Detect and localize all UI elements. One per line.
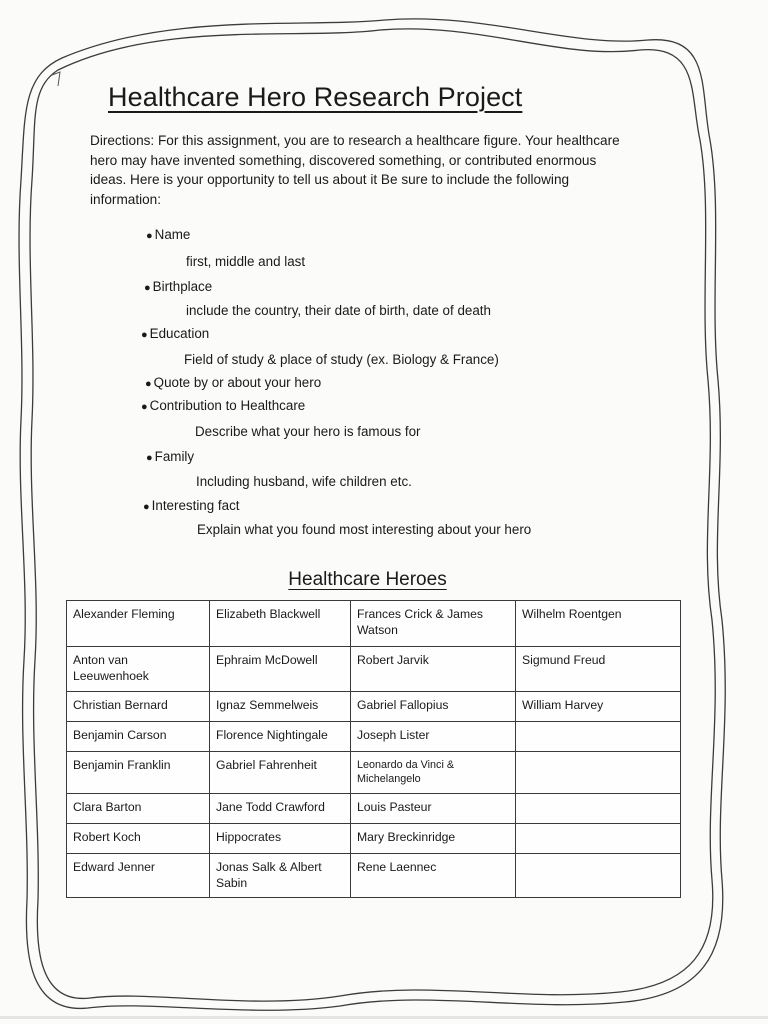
- table-cell: Louis Pasteur: [351, 794, 516, 824]
- table-cell: [516, 794, 681, 824]
- bullet-icon: ●: [146, 230, 153, 242]
- table-cell: Sigmund Freud: [516, 647, 681, 692]
- table-cell: Benjamin Carson: [67, 722, 210, 752]
- table-cell: Robert Koch: [67, 824, 210, 854]
- heroes-table-body: [67, 601, 681, 898]
- table-cell: Rene Laennec: [351, 854, 516, 898]
- table-cell: [516, 824, 681, 854]
- table-row: [67, 601, 681, 647]
- table-cell: Hippocrates: [210, 824, 351, 854]
- table-row: [67, 824, 681, 854]
- table-cell: Elizabeth Blackwell: [210, 601, 351, 647]
- heroes-heading: Healthcare Heroes: [288, 569, 447, 590]
- table-row: [67, 794, 681, 824]
- heroes-table: [66, 600, 681, 898]
- bullet-icon: ●: [144, 282, 151, 294]
- bullet-label: Interesting fact: [151, 498, 240, 513]
- bullet-label: Contribution to Healthcare: [149, 398, 306, 413]
- bullet-label: Birthplace: [152, 279, 213, 294]
- bullet-icon: ●: [141, 329, 148, 341]
- table-cell: Wilhelm Roentgen: [516, 601, 681, 647]
- table-cell: Gabriel Fallopius: [351, 692, 516, 722]
- table-row: [67, 752, 681, 794]
- bullet-item-education: [141, 326, 209, 341]
- table-cell: Leonardo da Vinci & Michelangelo: [351, 752, 516, 794]
- table-row: [67, 722, 681, 752]
- bullet-item-family: [146, 449, 194, 464]
- table-cell: Anton van Leeuwenhoek: [67, 647, 210, 692]
- table-cell: Ignaz Semmelweis: [210, 692, 351, 722]
- bullet-detail: Explain what you found most interesting about your hero: [197, 522, 532, 537]
- bullet-detail: first, middle and last: [186, 254, 306, 269]
- directions-text: Directions: For this assignment, you are to research a healthcare figure. Your healthcare hero may have invented something, discovered something, or contributed enormous ideas. Here is your opportunity to tell us about it Be sure to include the following information:: [90, 133, 620, 207]
- table-cell: [516, 722, 681, 752]
- table-cell: Edward Jenner: [67, 854, 210, 898]
- bullet-label: Education: [149, 326, 210, 341]
- table-row: [67, 692, 681, 722]
- table-cell: Jane Todd Crawford: [210, 794, 351, 824]
- bullet-label: Name: [154, 227, 191, 242]
- bullet-icon: ●: [145, 378, 152, 390]
- table-cell: [516, 752, 681, 794]
- table-cell: Benjamin Franklin: [67, 752, 210, 794]
- bullet-item-birthplace: [144, 279, 212, 294]
- table-cell: Florence Nightingale: [210, 722, 351, 752]
- table-cell: Jonas Salk & Albert Sabin: [210, 854, 351, 898]
- bullet-detail: include the country, their date of birth, date of death: [186, 303, 491, 318]
- bullet-item-interesting-fact: [143, 498, 240, 513]
- table-cell: Christian Bernard: [67, 692, 210, 722]
- bullet-detail: Including husband, wife children etc.: [196, 474, 412, 489]
- table-cell: [516, 854, 681, 898]
- bullet-item-name: [146, 227, 190, 242]
- table-row: [67, 647, 681, 692]
- table-cell: Clara Barton: [67, 794, 210, 824]
- table-cell: Robert Jarvik: [351, 647, 516, 692]
- table-cell: William Harvey: [516, 692, 681, 722]
- bullet-detail: Describe what your hero is famous for: [195, 424, 421, 439]
- table-cell: Alexander Fleming: [67, 601, 210, 647]
- scan-edge-line: [0, 1016, 768, 1019]
- bullet-label: Family: [154, 449, 195, 464]
- bullet-item-quote: [145, 375, 321, 390]
- table-row: [67, 854, 681, 898]
- table-cell: Joseph Lister: [351, 722, 516, 752]
- bullet-label: Quote by or about your hero: [153, 375, 322, 390]
- bullet-icon: ●: [141, 401, 148, 413]
- bullet-detail: Field of study & place of study (ex. Biology & France): [184, 352, 499, 367]
- bullet-icon: ●: [146, 452, 153, 464]
- page-title: Healthcare Hero Research Project: [108, 82, 523, 112]
- bullet-item-contribution: [141, 398, 305, 413]
- bullet-icon: ●: [143, 501, 150, 513]
- table-cell: Gabriel Fahrenheit: [210, 752, 351, 794]
- table-cell: Mary Breckinridge: [351, 824, 516, 854]
- table-cell: Ephraim McDowell: [210, 647, 351, 692]
- table-cell: Frances Crick & James Watson: [351, 601, 516, 647]
